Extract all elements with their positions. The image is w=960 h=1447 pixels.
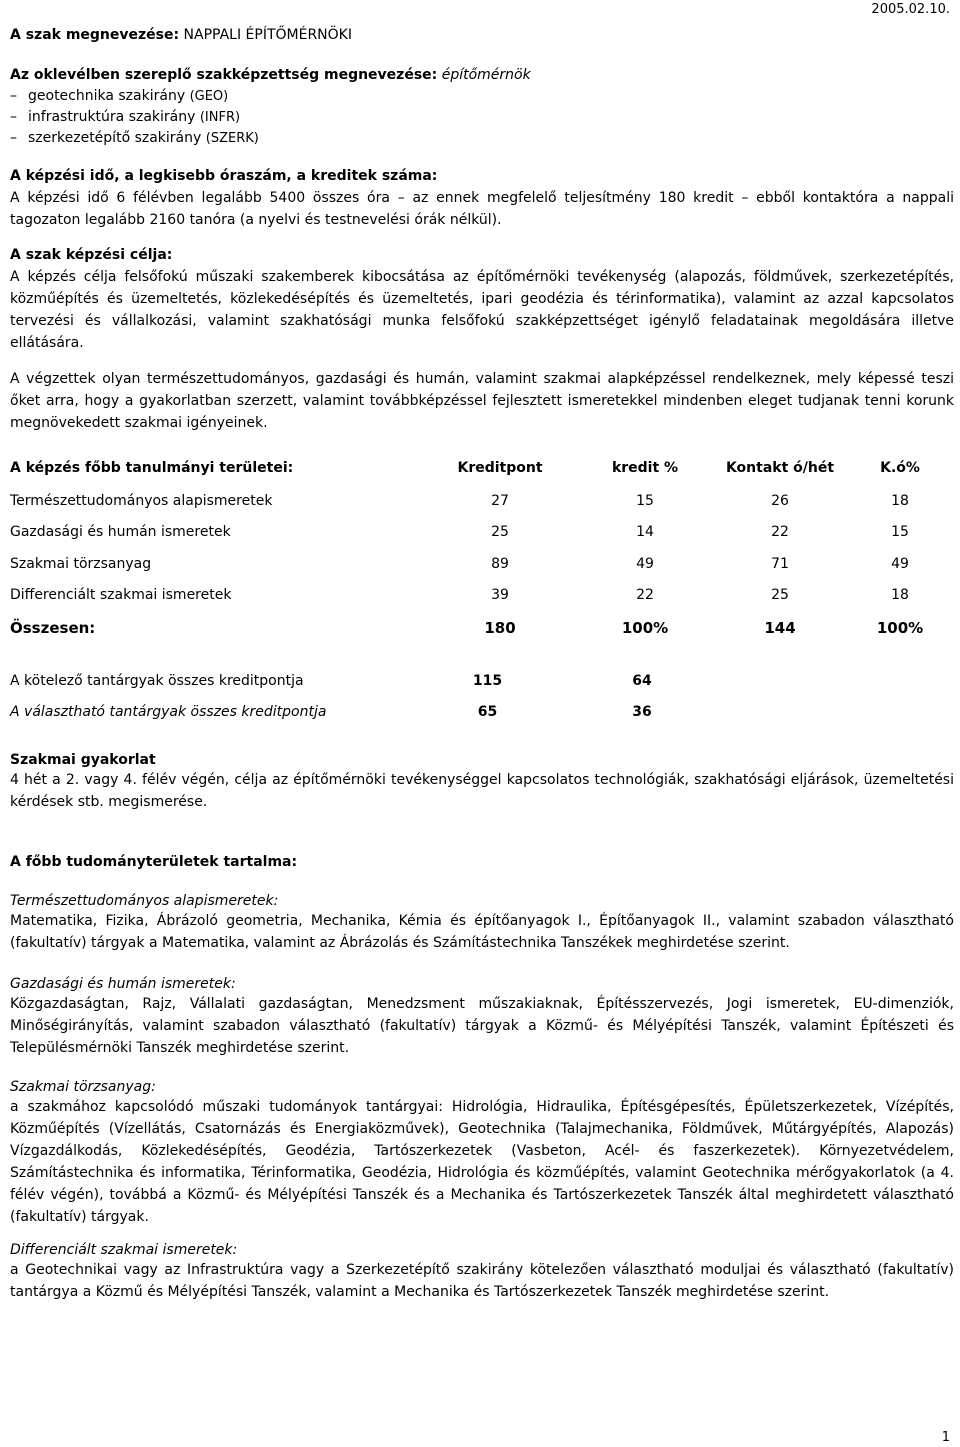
table-row: Differenciált szakmai ismeretek 39 22 25 18 bbox=[10, 587, 909, 603]
diploma-label: Az oklevélben szereplő szakképzettség megnevezése: bbox=[10, 67, 438, 83]
section-title-differentiated: Differenciált szakmai ismeretek: bbox=[10, 1242, 238, 1258]
diploma-title bbox=[10, 64, 954, 86]
section-text-differentiated: a Geotechnikai vagy az Infrastruktúra vagy a Szerkezetépítő szakirány kötelezően választható moduljai és választható (fakultatív) tantárgya a Közmű és Mélyépítési Tanszék, valamint a Mechanika és Tartószerkezetek Tanszék meghirdetése szerint. bbox=[10, 1262, 954, 1300]
goal-paragraph-1: A képzés célja felsőfokú műszaki szakemberek kibocsátása az építőmérnöki tevékenység (alapozás, földművek, szerkezetépítés, közműépítés és üzemeltetés, közlekedésépítés és üzemeltetés, ipari geodézia és térinformatika), valamint az azzal kapcsolatos tervezési és vállalkozási, valamint szakhatósági munka felsőfokú szakképzettséget igénylő feladatainak megoldására illetve ellátására. bbox=[10, 269, 954, 351]
specialization-item: – infrastruktúra szakirány (INFR) bbox=[10, 109, 241, 125]
elective-credits-row: A választható tantárgyak összes kreditpontja 65 36 bbox=[10, 704, 652, 720]
section-title-science: Természettudományos alapismeretek: bbox=[10, 893, 279, 909]
specialization-list bbox=[10, 86, 954, 149]
section-text-science: Matematika, Fizika, Ábrázoló geometria, Mechanika, Kémia és építőanyagok I., Építőanyagok II., valamint szabadon választható (fakultatív) tárgyak a Matematika, valamint az Ábrázolás és Számítástechnika Tanszékek meghirdetése szerint. bbox=[10, 913, 954, 951]
specialization-item: – geotechnika szakirány (GEO) bbox=[10, 88, 229, 104]
content-heading: A főbb tudományterületek tartalma: bbox=[10, 854, 298, 870]
section-title-economics: Gazdasági és humán ismeretek: bbox=[10, 976, 236, 992]
table-row: Szakmai törzsanyag 89 49 71 49 bbox=[10, 556, 909, 572]
program-title bbox=[10, 24, 954, 46]
areas-table-header: A képzés főbb tanulmányi területei: Kreditpont kredit % Kontakt ó/hét K.ó% bbox=[10, 460, 920, 476]
page-number: 1 bbox=[941, 1430, 950, 1445]
program-label: A szak megnevezése: bbox=[10, 27, 180, 43]
table-total-row: Összesen: 180 100% 144 100% bbox=[10, 619, 924, 637]
section-text-economics: Közgazdaságtan, Rajz, Vállalati gazdaságtan, Menedzsment műszakiaknak, Építésszervezés, Jogi ismeretek, EU-dimenziók, Minőségirányítás, valamint szabadon választható (fakultatív) tárgyak a Közmű- és Mélyépítési Tanszék, valamint Építészeti és Településmérnöki Tanszék meghirdetése szerint. bbox=[10, 996, 954, 1056]
table-row: Gazdasági és humán ismeretek 25 14 22 15 bbox=[10, 524, 909, 540]
practice-heading: Szakmai gyakorlat bbox=[10, 752, 156, 768]
specialization-item: – szerkezetépítő szakirány (SZERK) bbox=[10, 130, 259, 146]
mandatory-credits-row: A kötelező tantárgyak összes kreditpontja 115 64 bbox=[10, 673, 652, 689]
duration-text: A képzési idő 6 félévben legalább 5400 összes óra – az ennek megfelelő teljesítmény 180 kredit – ebből kontaktóra a nappali tagozaton legalább 2160 tanóra (a nyelvi és testnevelési órák nélkül). bbox=[10, 190, 954, 228]
section-title-core: Szakmai törzsanyag: bbox=[10, 1079, 156, 1095]
section-text-core: a szakmához kapcsolódó műszaki tudományok tantárgyai: Hidrológia, Hidraulika, Építésgépesítés, Épületszerkezetek, Vízépítés, Közműépítés (Vízellátás, Csatornázás és Energiaközművek), Geotechnika (Talajmechanika, Földművek, Műtárgyépítés, Alapozás) Vízgazdálkodás, Közlekedésépítés, Geodézia, Tartószerkezetek (Vasbeton, Acél- és faszerkezetek). Környezetvédelem, Számítástechnika és informatika, Térinformatika, Geodézia, Hidrológia és közműépítés, valamint Geotechnika mérőgyakorlatok (a 4. félév végén), továbbá a Közmű- és Mélyépítési Tanszék és a Mechanika és Tartószerkezetek Tanszék által meghirdetett választható (fakultatív) tárgyak. bbox=[10, 1099, 954, 1225]
table-row: Természettudományos alapismeretek 27 15 26 18 bbox=[10, 493, 909, 509]
practice-text: 4 hét a 2. vagy 4. félév végén, célja az építőmérnöki tevékenységgel kapcsolatos technológiák, szakhatósági eljárások, üzemeltetési kérdések stb. megismerése. bbox=[10, 772, 954, 810]
duration-heading: A képzési idő, a legkisebb óraszám, a kreditek száma: bbox=[10, 168, 438, 184]
document-date: 2005.02.10. bbox=[871, 2, 950, 17]
goal-heading: A szak képzési célja: bbox=[10, 247, 173, 263]
program-name: NAPPALI ÉPÍTŐMÉRNÖKI bbox=[183, 27, 352, 43]
diploma-value: építőmérnök bbox=[441, 67, 531, 83]
goal-paragraph-2: A végzettek olyan természettudományos, gazdasági és humán, valamint szakmai alapképzéssel rendelkeznek, mely képessé teszi őket arra, hogy a gyakorlatban szerzett, valamint továbbképzéssel fejlesztett ismeretekkel mindenben eleget tudjanak tenni korunk megnövekedett szakmai igényeinek. bbox=[10, 371, 954, 431]
